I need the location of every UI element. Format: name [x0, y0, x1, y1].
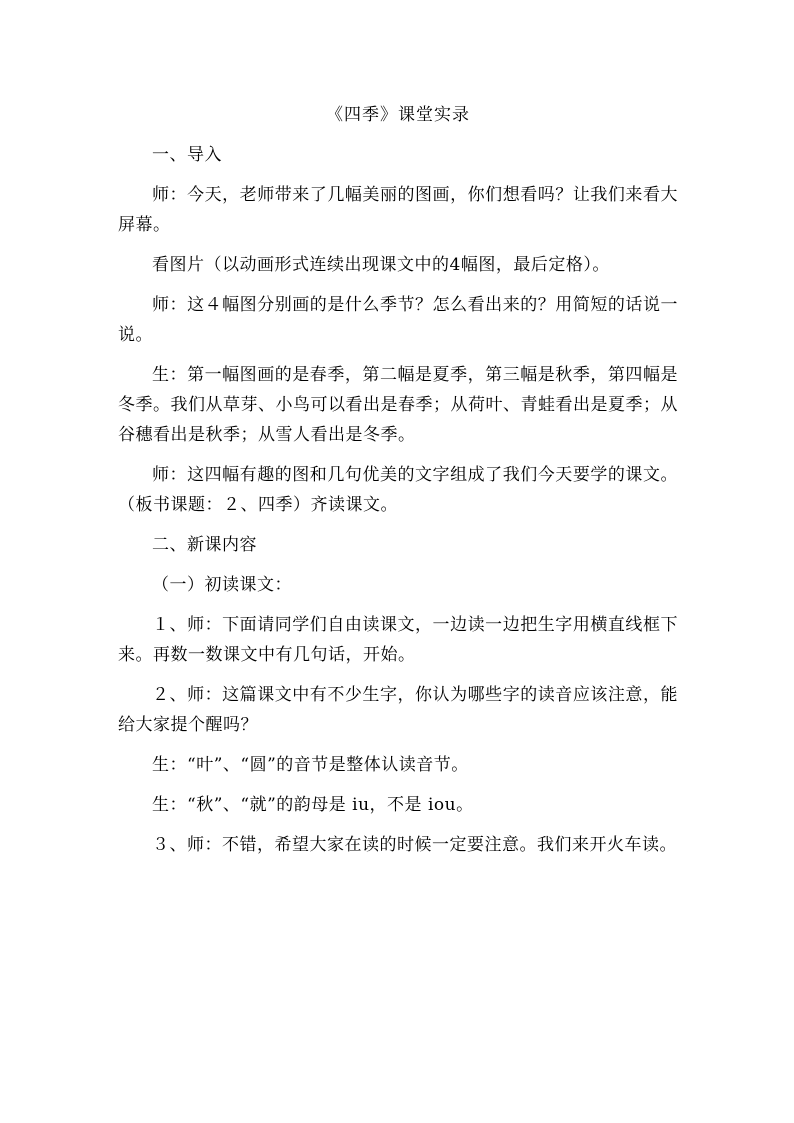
paragraph-step-1: １、师：下面请同学们自由读课文，一边读一边把生字用横直线框下来。再数一数课文中有几句话，开始。 — [118, 615, 678, 665]
section-heading-intro: 一、导入 — [152, 145, 222, 165]
section-heading-new-lesson: 二、新课内容 — [152, 535, 257, 555]
document-body — [118, 100, 678, 870]
paragraph-teacher-intro: 师：今天，老师带来了几幅美丽的图画，你们想看吗？让我们来看大屏幕。 — [118, 185, 678, 235]
subsection-heading-first-reading: （一）初读课文： — [152, 575, 292, 595]
paragraph-step-3: ３、师：不错，希望大家在读的时候一定要注意。我们来开火车读。 — [152, 835, 677, 855]
document-title: 《四季》课堂实录 — [326, 105, 470, 125]
paragraph-view-pictures: 看图片（以动画形式连续出现课文中的4幅图，最后定格）。 — [152, 255, 610, 275]
paragraph-teacher-question: 师：这４幅图分别画的是什么季节？怎么看出来的？用简短的话说一说。 — [118, 295, 678, 345]
paragraph-student-note-2: 生：“秋”、“就”的韵母是 iu，不是 iou。 — [152, 795, 474, 815]
paragraph-teacher-summary: 师：这四幅有趣的图和几句优美的文字组成了我们今天要学的课文。（板书课题：２、四季）齐读课文。 — [118, 465, 678, 515]
paragraph-student-answer: 生：第一幅图画的是春季，第二幅是夏季，第三幅是秋季，第四幅是冬季。我们从草芽、小鸟可以看出是春季；从荷叶、青蛙看出是夏季；从谷穗看出是秋季；从雪人看出是冬季。 — [118, 365, 678, 445]
paragraph-student-note-1: 生：“叶”、“圆”的音节是整体认读音节。 — [152, 755, 469, 775]
paragraph-step-2: ２、师：这篇课文中有不少生字，你认为哪些字的读音应该注意，能给大家提个醒吗？ — [118, 685, 678, 735]
